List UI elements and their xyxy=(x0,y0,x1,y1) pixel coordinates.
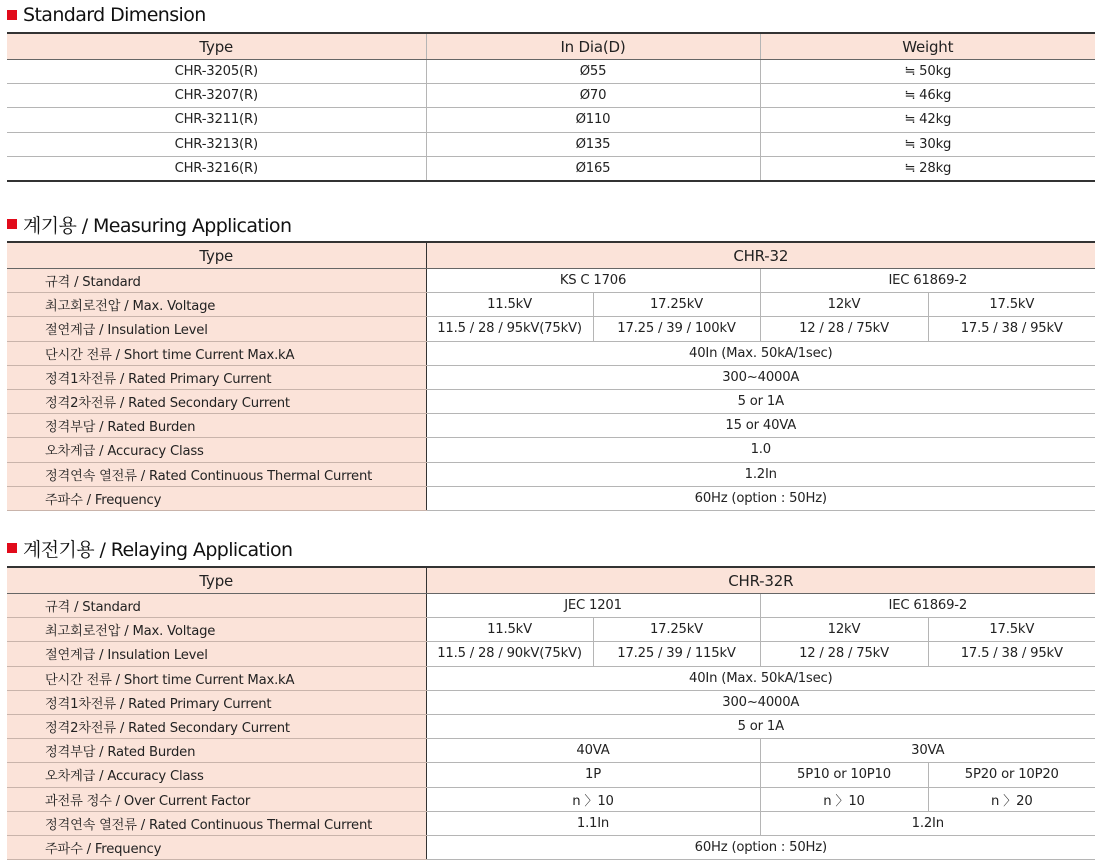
cell-thermal-iec: 1.2In xyxy=(760,811,1095,835)
table-row xyxy=(7,739,1095,763)
cell-standard-iec: IEC 61869-2 xyxy=(760,594,1095,618)
cell-secondary: 5 or 1A xyxy=(426,389,1095,413)
table-row xyxy=(7,714,1095,738)
row-label: 최고회로전압 / Max. Voltage xyxy=(7,293,426,317)
cell-weight: ≒ 28kg xyxy=(760,156,1095,181)
cell-insulation: 17.25 / 39 / 115kV xyxy=(593,642,760,666)
cell-overcurrent-iec: n 〉20 xyxy=(928,787,1095,811)
cell-frequency: 60Hz (option : 50Hz) xyxy=(426,486,1095,510)
cell-dia: Ø70 xyxy=(426,84,760,108)
row-label: 절연계급 / Insulation Level xyxy=(7,317,426,341)
cell-burden-iec: 30VA xyxy=(760,739,1095,763)
cell-weight: ≒ 50kg xyxy=(760,60,1095,84)
row-label: 주파수 / Frequency xyxy=(7,835,426,859)
cell-dia: Ø135 xyxy=(426,132,760,156)
red-square-bullet-icon xyxy=(7,219,17,229)
table-row xyxy=(7,594,1095,618)
cell-thermal-jec: 1.1In xyxy=(426,811,760,835)
cell-voltage: 17.25kV xyxy=(593,293,760,317)
table-row xyxy=(7,438,1095,462)
table-row xyxy=(7,60,1095,84)
table-row xyxy=(7,269,1095,293)
header-in-dia: In Dia(D) xyxy=(426,33,760,60)
cell-voltage: 17.25kV xyxy=(593,618,760,642)
row-label: 단시간 전류 / Short time Current Max.kA xyxy=(7,666,426,690)
measuring-application-section xyxy=(7,212,1095,511)
relaying-application-section xyxy=(7,536,1095,860)
cell-secondary: 5 or 1A xyxy=(426,714,1095,738)
cell-standard-jec: JEC 1201 xyxy=(426,594,760,618)
cell-weight: ≒ 30kg xyxy=(760,132,1095,156)
cell-accuracy-iec: 5P20 or 10P20 xyxy=(928,763,1095,787)
cell-burden-jec: 40VA xyxy=(426,739,760,763)
cell-insulation: 12 / 28 / 75kV xyxy=(760,642,928,666)
table-row xyxy=(7,763,1095,787)
row-label: 규격 / Standard xyxy=(7,594,426,618)
cell-insulation: 17.5 / 38 / 95kV xyxy=(928,317,1095,341)
row-label: 오차계급 / Accuracy Class xyxy=(7,438,426,462)
cell-accuracy: 1.0 xyxy=(426,438,1095,462)
cell-type: CHR-3213(R) xyxy=(7,132,426,156)
table-row xyxy=(7,666,1095,690)
cell-short-time: 40In (Max. 50kA/1sec) xyxy=(426,666,1095,690)
row-label: 오차계급 / Accuracy Class xyxy=(7,763,426,787)
header-type: Type xyxy=(7,33,426,60)
cell-voltage: 12kV xyxy=(760,618,928,642)
header-model: CHR-32 xyxy=(426,242,1095,269)
header-weight: Weight xyxy=(760,33,1095,60)
cell-type: CHR-3207(R) xyxy=(7,84,426,108)
table-row xyxy=(7,132,1095,156)
red-square-bullet-icon xyxy=(7,543,17,553)
cell-burden: 15 or 40VA xyxy=(426,414,1095,438)
cell-frequency: 60Hz (option : 50Hz) xyxy=(426,835,1095,859)
table-row xyxy=(7,618,1095,642)
table-row xyxy=(7,787,1095,811)
cell-thermal: 1.2In xyxy=(426,462,1095,486)
row-label: 단시간 전류 / Short time Current Max.kA xyxy=(7,341,426,365)
relaying-spec-table xyxy=(7,566,1095,860)
cell-voltage: 12kV xyxy=(760,293,928,317)
cell-accuracy-jec: 1P xyxy=(426,763,760,787)
cell-dia: Ø55 xyxy=(426,60,760,84)
header-type: Type xyxy=(7,567,426,594)
cell-standard-ks: KS C 1706 xyxy=(426,269,760,293)
cell-primary: 300~4000A xyxy=(426,690,1095,714)
row-label: 정격2차전류 / Rated Secondary Current xyxy=(7,714,426,738)
cell-insulation: 12 / 28 / 75kV xyxy=(760,317,928,341)
section-title xyxy=(7,212,1095,236)
cell-primary: 300~4000A xyxy=(426,365,1095,389)
row-label: 규격 / Standard xyxy=(7,269,426,293)
header-type: Type xyxy=(7,242,426,269)
cell-insulation: 11.5 / 28 / 95kV(75kV) xyxy=(426,317,593,341)
table-row xyxy=(7,642,1095,666)
cell-overcurrent-jec: n 〉10 xyxy=(426,787,760,811)
section-title-text: 계기용 / Measuring Application xyxy=(23,214,292,237)
row-label: 정격부담 / Rated Burden xyxy=(7,739,426,763)
cell-standard-iec: IEC 61869-2 xyxy=(760,269,1095,293)
cell-insulation: 11.5 / 28 / 90kV(75kV) xyxy=(426,642,593,666)
table-row xyxy=(7,341,1095,365)
row-label: 최고회로전압 / Max. Voltage xyxy=(7,618,426,642)
row-label: 정격1차전류 / Rated Primary Current xyxy=(7,365,426,389)
cell-voltage: 11.5kV xyxy=(426,618,593,642)
cell-type: CHR-3205(R) xyxy=(7,60,426,84)
cell-weight: ≒ 42kg xyxy=(760,108,1095,132)
table-header-row xyxy=(7,242,1095,269)
table-row xyxy=(7,156,1095,181)
table-row xyxy=(7,811,1095,835)
section-title xyxy=(7,3,1095,27)
row-label: 과전류 정수 / Over Current Factor xyxy=(7,787,426,811)
section-title-text: 계전기용 / Relaying Application xyxy=(23,538,293,561)
cell-short-time: 40In (Max. 50kA/1sec) xyxy=(426,341,1095,365)
cell-dia: Ø110 xyxy=(426,108,760,132)
cell-insulation: 17.25 / 39 / 100kV xyxy=(593,317,760,341)
cell-voltage: 11.5kV xyxy=(426,293,593,317)
table-row xyxy=(7,389,1095,413)
cell-voltage: 17.5kV xyxy=(928,293,1095,317)
table-row xyxy=(7,108,1095,132)
table-row xyxy=(7,835,1095,859)
table-row xyxy=(7,690,1095,714)
table-row xyxy=(7,462,1095,486)
table-header-row xyxy=(7,567,1095,594)
cell-accuracy-iec: 5P10 or 10P10 xyxy=(760,763,928,787)
table-row xyxy=(7,414,1095,438)
row-label: 정격1차전류 / Rated Primary Current xyxy=(7,690,426,714)
table-row xyxy=(7,317,1095,341)
section-title xyxy=(7,536,1095,560)
header-model: CHR-32R xyxy=(426,567,1095,594)
cell-insulation: 17.5 / 38 / 95kV xyxy=(928,642,1095,666)
section-title-text: Standard Dimension xyxy=(23,4,206,26)
dimension-table xyxy=(7,32,1095,182)
row-label: 정격연속 열전류 / Rated Continuous Thermal Current xyxy=(7,811,426,835)
red-square-bullet-icon xyxy=(7,10,17,20)
row-label: 절연계급 / Insulation Level xyxy=(7,642,426,666)
standard-dimension-section xyxy=(7,3,1095,182)
cell-type: CHR-3211(R) xyxy=(7,108,426,132)
table-header-row xyxy=(7,33,1095,60)
table-row xyxy=(7,365,1095,389)
row-label: 주파수 / Frequency xyxy=(7,486,426,510)
cell-type: CHR-3216(R) xyxy=(7,156,426,181)
row-label: 정격연속 열전류 / Rated Continuous Thermal Current xyxy=(7,462,426,486)
cell-weight: ≒ 46kg xyxy=(760,84,1095,108)
row-label: 정격부담 / Rated Burden xyxy=(7,414,426,438)
cell-overcurrent-iec: n 〉10 xyxy=(760,787,928,811)
row-label: 정격2차전류 / Rated Secondary Current xyxy=(7,389,426,413)
cell-voltage: 17.5kV xyxy=(928,618,1095,642)
table-row xyxy=(7,84,1095,108)
cell-dia: Ø165 xyxy=(426,156,760,181)
measuring-spec-table xyxy=(7,241,1095,511)
table-row xyxy=(7,486,1095,510)
table-row xyxy=(7,293,1095,317)
